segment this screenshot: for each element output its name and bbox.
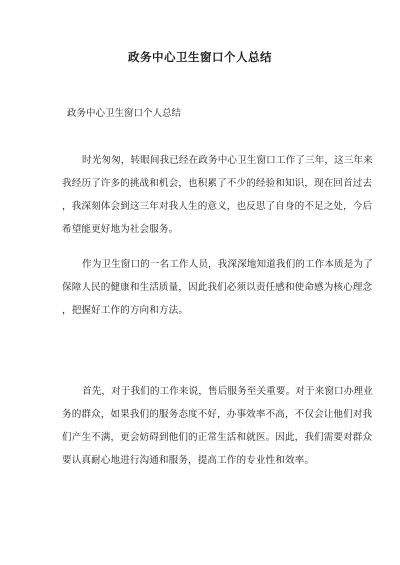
paragraph-1 [62, 149, 373, 241]
paragraph-1-line-1: 时光匆匆，转眼间我已经在政务中心卫生窗口工作了三年，这三年来 [82, 155, 373, 166]
paragraph-3-line-4: 要认真耐心地进行沟通和服务，提高工作的专业性和效率。 [62, 455, 315, 466]
document-subtitle: 政务中心卫生窗口个人总结 [67, 108, 182, 119]
paragraph-3-line-2: 务的群众，如果我们的服务态度不好，办事效率不高，不仅会让他们对我 [62, 409, 373, 420]
paragraph-2-line-2: 保障人民的健康和生活质量，因此我们必须以责任感和使命感为核心理念 [62, 282, 373, 293]
document-title: 政务中心卫生窗口个人总结 [128, 50, 272, 64]
paragraph-2 [62, 253, 373, 322]
paragraph-3 [62, 380, 373, 472]
paragraph-2-line-3: ，把握好工作的方向和方法。 [62, 305, 189, 316]
paragraph-1-line-4: 希望能更好地为社会服务。 [62, 224, 179, 235]
paragraph-3-line-1: 首先，对于我们的工作来说，售后服务至关重要。对于来窗口办理业 [82, 386, 373, 397]
paragraph-1-line-2: 我经历了许多的挑战和机会，也积累了不少的经验和知识，现在回首过去 [62, 178, 373, 189]
paragraph-1-line-3: ，我深刻体会到这三年对我人生的意义，也反思了自身的不足之处，今后 [62, 201, 373, 212]
paragraph-2-line-1: 作为卫生窗口的一名工作人员，我深深地知道我们的工作本质是为了 [82, 259, 373, 270]
paragraph-3-line-3: 们产生不满，更会妨碍到他们的正常生活和就医。因此，我们需要对群众 [62, 432, 373, 443]
